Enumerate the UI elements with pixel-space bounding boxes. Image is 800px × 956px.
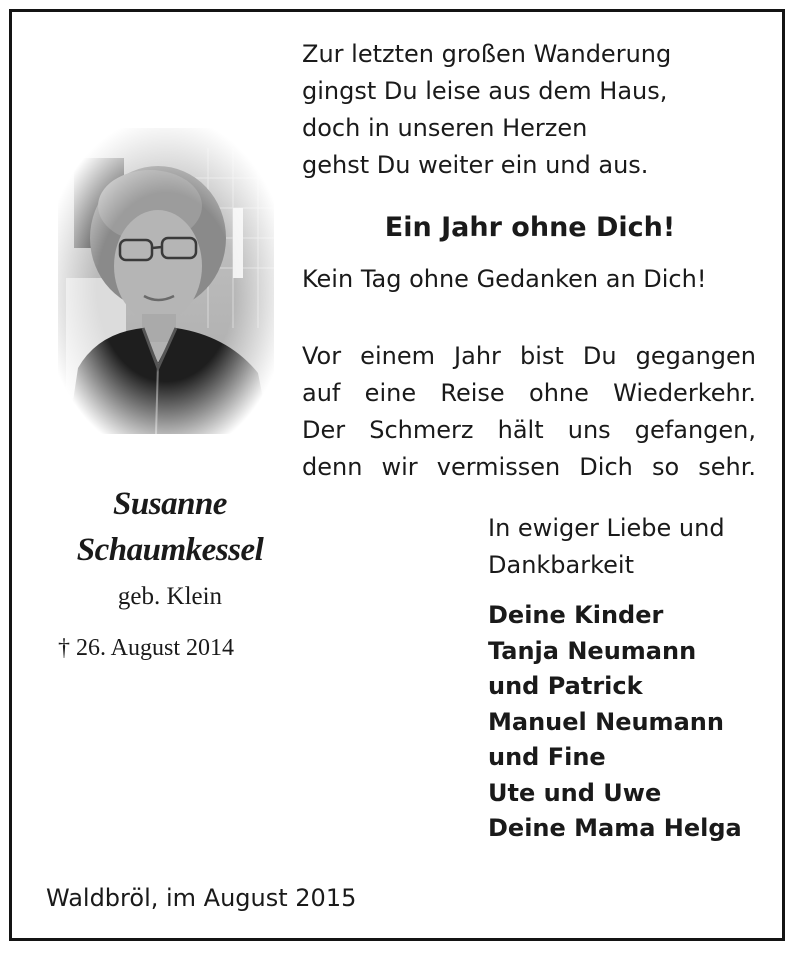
- family-line: und Patrick: [488, 672, 643, 700]
- closing-line: Dankbarkeit: [488, 551, 634, 579]
- family-line: Ute und Uwe: [488, 778, 662, 807]
- poem-line: gingst Du leise aus dem Haus,: [302, 77, 668, 105]
- poem-line: Zur letzten großen Wanderung: [302, 40, 672, 68]
- cross-icon: †: [58, 635, 70, 661]
- family-line: Manuel Neumann: [488, 707, 724, 736]
- verse-line: Vor einem Jahr bist Du gegangen: [302, 342, 756, 370]
- closing-line: In ewiger Liebe und: [488, 514, 725, 542]
- closing: [488, 510, 725, 584]
- poem: [302, 36, 671, 184]
- death-date: 26. August 2014: [76, 635, 235, 661]
- poem-line: doch in unseren Herzen: [302, 114, 588, 142]
- family-line: Tanja Neumann: [488, 636, 697, 665]
- birth-name: geb. Klein: [117, 583, 223, 610]
- verse-line: auf eine Reise ohne Wiederkehr.: [302, 379, 756, 407]
- poem-line: gehst Du weiter ein und aus.: [302, 151, 649, 179]
- heading: Ein Jahr ohne Dich!: [384, 212, 676, 243]
- portrait-photo: [58, 128, 274, 434]
- family-line: Deine Kinder: [488, 601, 664, 629]
- photo-vignette: [58, 128, 274, 434]
- first-name: Susanne: [113, 486, 227, 522]
- subline: Kein Tag ohne Gedanken an Dich!: [302, 265, 707, 293]
- family-line: und Fine: [488, 743, 606, 771]
- verse-line: denn wir vermissen Dich so sehr.: [302, 453, 756, 481]
- family-list: [488, 598, 742, 847]
- last-name: Schaumkessel: [76, 532, 264, 568]
- place-date: Waldbröl, im August 2015: [46, 884, 357, 912]
- death-date-line: [58, 635, 234, 662]
- family-line: Deine Mama Helga: [488, 814, 742, 842]
- verse-line: Der Schmerz hält uns gefangen,: [302, 416, 756, 444]
- verse: [302, 338, 756, 486]
